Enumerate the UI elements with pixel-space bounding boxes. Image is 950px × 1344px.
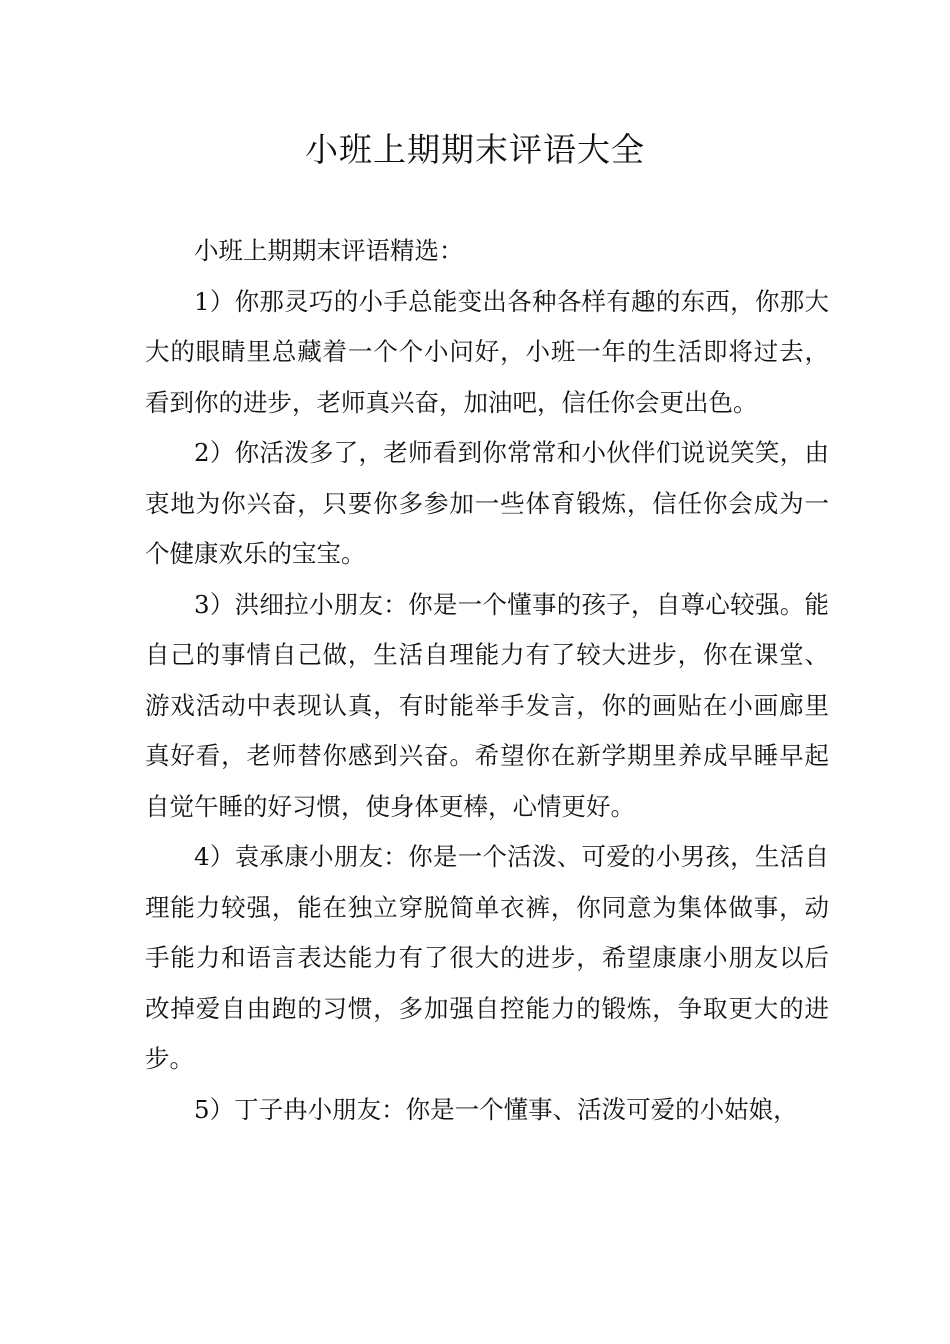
paragraph-comment-4: 4）袁承康小朋友：你是一个活泼、可爱的小男孩，生活自理能力较强，能在独立穿脱简单衣裤，你同意为集体做事，动手能力和语言表达能力有了很大的进步，希望康康小朋友以后改掉爱自由跑的习惯，多加强自控能力的锻炼，争取更大的进步。 (145, 842, 829, 1073)
paragraph-comment-1: 1）你那灵巧的小手总能变出各种各样有趣的东西，你那大大的眼睛里总藏着一个个小问好，小班一年的生活即将过去，看到你的进步，老师真兴奋，加油吧，信任你会更出色。 (145, 286, 829, 417)
document-title: 小班上期期末评语大全 (305, 130, 645, 169)
paragraph-comment-5: 5）丁子冉小朋友：你是一个懂事、活泼可爱的小姑娘， (194, 1094, 798, 1124)
document-body (145, 226, 829, 1135)
paragraph-intro: 小班上期期末评语精选： (194, 236, 464, 265)
paragraph-comment-3: 3）洪细拉小朋友：你是一个懂事的孩子，自尊心较强。能自己的事情自己做，生活自理能力有了较大进步，你在课堂、游戏活动中表现认真，有时能举手发言，你的画贴在小画廊里真好看，老师替你感到兴奋。希望你在新学期里养成早睡早起自觉午睡的好习惯，使身体更棒，心情更好。 (145, 589, 829, 821)
paragraph-comment-2: 2）你活泼多了，老师看到你常常和小伙伴们说说笑笑，由衷地为你兴奋，只要你多参加一些体育锻炼，信任你会成为一个健康欢乐的宝宝。 (145, 438, 829, 568)
